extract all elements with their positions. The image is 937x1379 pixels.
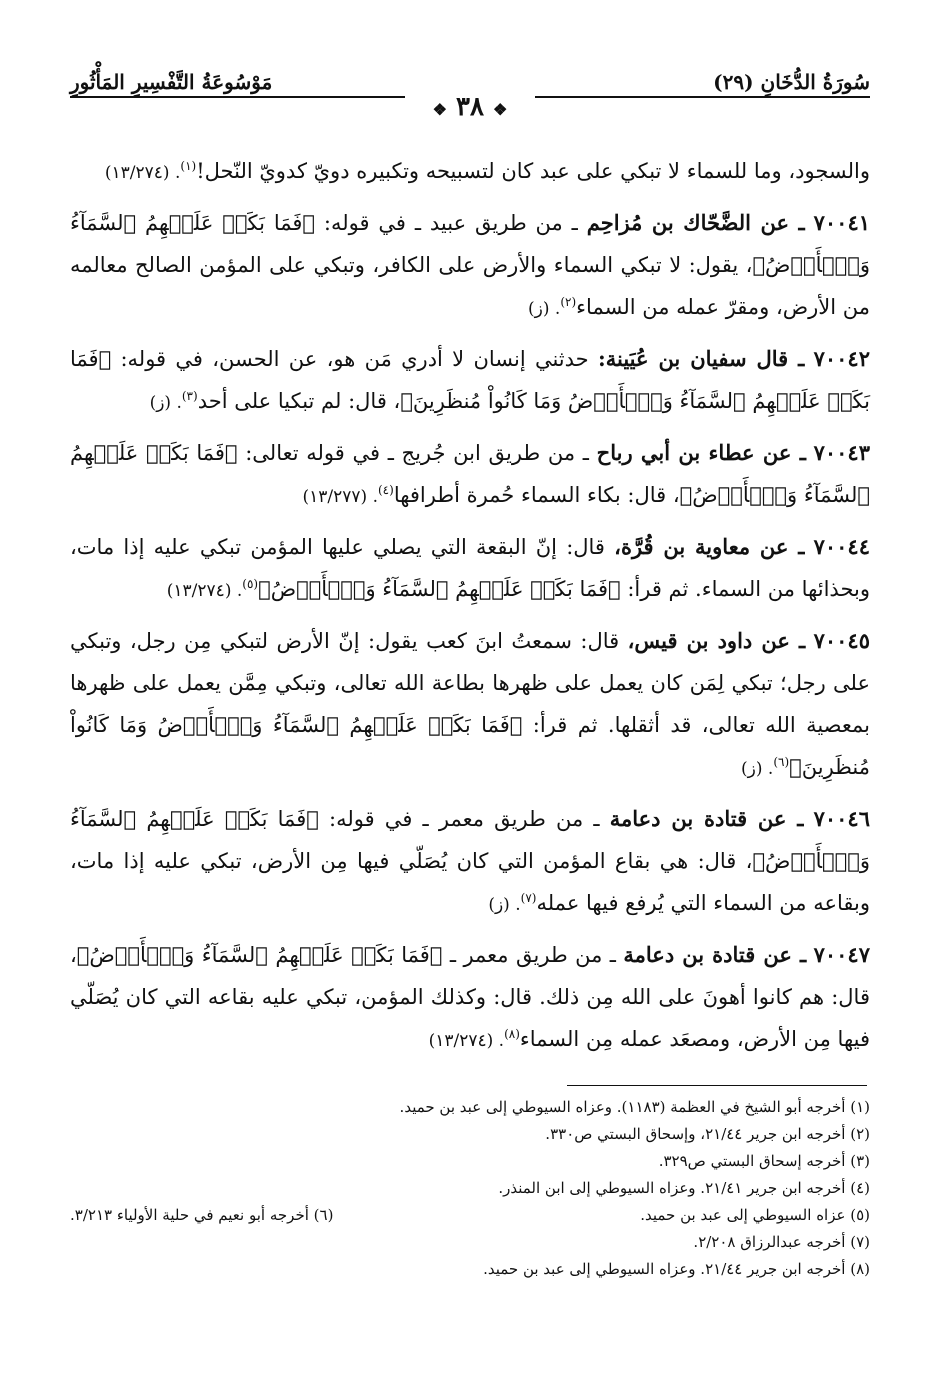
main-text <box>70 150 870 1070</box>
hadith-number: ٧٠٠٤١ <box>813 210 871 235</box>
page-header <box>70 60 870 120</box>
narrator: ـ عن داود بن قيس، <box>627 628 806 653</box>
reference: . (١٣/٢٧٤) <box>166 581 243 601</box>
footnote-7: (٧) أخرجه عبدالرزاق ٢/٢٠٨. <box>693 1233 870 1251</box>
paragraph-text: ـ من طريق ابن جُريج ـ في قوله تعالى: ﴿فَمَا بَكَتۡ عَلَيۡهِمُ ٱلسَّمَآءُ وَٱلۡأَرۡضُ﴾، قال: بكاء السماء حُمرة أطرافها <box>70 441 870 507</box>
surah-title: سُورَةُ الدُّخَانِ (٢٩) <box>713 70 870 94</box>
reference: . (١٣/٢٧٤) <box>104 163 181 183</box>
paragraph-text: حدثني إنسان لا أدري مَن هو، عن الحسن، في قوله: ﴿فَمَا بَكَتۡ عَلَيۡهِمُ ٱلسَّمَآءُ وَٱلۡأَرۡضُ وَمَا كَانُواْ مُنظَرِينَ﴾، قال: لم تبكيا على أحد <box>70 347 870 413</box>
narrator: ـ عن معاوية بن قُرَّة، <box>614 534 805 559</box>
reference: . (ز) <box>488 895 521 915</box>
paragraph-0 <box>70 150 870 194</box>
paragraph-5 <box>70 620 870 790</box>
hadith-number: ٧٠٠٤٣ <box>813 440 870 465</box>
paragraph-1 <box>70 202 870 330</box>
paragraph-text: قال: سمعتُ ابنَ كعب يقول: إنّ الأرض لتبكي مِن رجل، وتبكي على رجل؛ تبكي لِمَن كان يعمل على ظهرها بطاعة الله تعالى، وتبكي مِمَّن يعمل على ظهرها بمعصية الله تعالى، قد أثقلها. ثم قرأ: ﴿فَمَا بَكَتۡ عَلَيۡهِمُ ٱلسَّمَآءُ وَٱلۡأَرۡضُ وَمَا كَانُواْ مُنظَرِينَ﴾ <box>70 629 870 779</box>
footnote-8: (٨) أخرجه ابن جرير ٢١/٤٤. وعزاه السيوطي إلى عبد بن حميد. <box>483 1260 870 1278</box>
paragraph-text: والسجود، وما للسماء لا تبكي على عبد كان لتسبيحه وتكبيره دويّ كدويّ النّحل! <box>196 159 870 183</box>
paragraph-6 <box>70 798 870 926</box>
footnote-4: (٤) أخرجه ابن جرير ٢١/٤١. وعزاه السيوطي إلى ابن المنذر. <box>498 1179 870 1197</box>
ornament-left-icon: ❖ <box>432 100 447 119</box>
reference: . (ز) <box>741 759 774 779</box>
narrator: ـ عن الضَّحّاك بن مُزاحِم <box>586 210 805 235</box>
footnote-marker: (٧) <box>520 891 537 905</box>
footnote-divider <box>567 1085 867 1086</box>
paragraph-text: قال: إنّ البقعة التي يصلي عليها المؤمن تبكي عليه إذا مات، وبحذائها من السماء. ثم قرأ: ﴿فَمَا بَكَتۡ عَلَيۡهِمُ ٱلسَّمَآءُ وَٱلۡأَرۡضُ﴾ <box>70 535 870 601</box>
hadith-number: ٧٠٠٤٥ <box>813 628 870 653</box>
paragraph-4 <box>70 526 870 612</box>
ornament-right-icon: ❖ <box>493 100 508 119</box>
footnote-2: (٢) أخرجه ابن جرير ٢١/٤٤، وإسحاق البستي ص٣٣٠. <box>545 1125 870 1143</box>
footnote-1: (١) أخرجه أبو الشيخ في العظمة (١١٨٣). وعزاه السيوطي إلى عبد بن حميد. <box>399 1098 870 1116</box>
reference: . (ز) <box>149 393 182 413</box>
narrator: ـ قال سفيان بن عُيَينة: <box>597 346 805 371</box>
footnote-marker: (٨) <box>504 1027 520 1041</box>
paragraph-text: ـ من طريق عبيد ـ في قوله: ﴿فَمَا بَكَتۡ عَلَيۡهِمُ ٱلسَّمَآءُ وَٱلۡأَرۡضُ﴾، يقول: لا تبكي السماء والأرض على الكافر، وتبكي على المؤمن الصالح معالمه من الأرض، ومقرّ عمله من السماء <box>70 211 870 319</box>
narrator: ـ عن عطاء بن أبي رباح <box>596 440 806 465</box>
hadith-number: ٧٠٠٤٧ <box>813 942 870 967</box>
footnote-marker: (٤) <box>377 483 394 497</box>
narrator: ـ عن قتادة بن دعامة <box>609 806 804 831</box>
paragraph-text: ـ من طريق معمر ـ في قوله: ﴿فَمَا بَكَتۡ عَلَيۡهِمُ ٱلسَّمَآءُ وَٱلۡأَرۡضُ﴾، قال: هي بقاع المؤمن التي كان يُصَلّي فيها مِن الأرض، تبكي عليه إذا مات، وبقاعه من السماء التي يُرفع فيها عمله <box>70 807 870 915</box>
footnote-6: (٦) أخرجه أبو نعيم في حلية الأولياء ٣/٢١٣. <box>70 1206 334 1224</box>
page-number-text: ٣٨ <box>456 92 484 122</box>
reference: . (١٣/٢٧٧) <box>302 487 378 507</box>
reference: . (ز) <box>528 299 561 319</box>
footnote-marker: (٣) <box>181 389 198 403</box>
page-number <box>70 92 870 122</box>
narrator: ـ عن قتادة بن دعامة <box>623 942 807 967</box>
book-title: مَوْسُوعَةُ التَّفْسِيرِ المَأْثُورِ <box>70 70 273 94</box>
footnote-3: (٣) أخرجه إسحاق البستي ص٣٢٩. <box>658 1152 870 1170</box>
paragraph-7 <box>70 934 870 1062</box>
reference: . (١٣/٢٧٤) <box>428 1031 505 1051</box>
hadith-number: ٧٠٠٤٢ <box>813 346 870 371</box>
footnotes <box>70 1094 870 1283</box>
footnote-marker: (٢) <box>560 295 577 309</box>
paragraph-text: ـ من طريق معمر ـ ﴿فَمَا بَكَتۡ عَلَيۡهِمُ ٱلسَّمَآءُ وَٱلۡأَرۡضُ﴾، قال: هم كانوا أهونَ على الله مِن ذلك. قال: وكذلك المؤمن، تبكي عليه بقاعه التي كان يُصَلّي فيها مِن الأرض، ومصعَد عمله مِن السماء <box>70 943 870 1051</box>
paragraph-2 <box>70 338 870 424</box>
hadith-number: ٧٠٠٤٦ <box>813 806 870 831</box>
footnote-5: (٥) عزاه السيوطي إلى عبد بن حميد. <box>640 1206 870 1224</box>
footnote-marker: (٦) <box>773 755 790 769</box>
footnote-marker: (٥) <box>242 577 259 591</box>
footnote-marker: (١) <box>180 159 197 173</box>
footnote-row-5-6 <box>70 1202 870 1229</box>
hadith-number: ٧٠٠٤٤ <box>813 534 870 559</box>
paragraph-3 <box>70 432 870 518</box>
